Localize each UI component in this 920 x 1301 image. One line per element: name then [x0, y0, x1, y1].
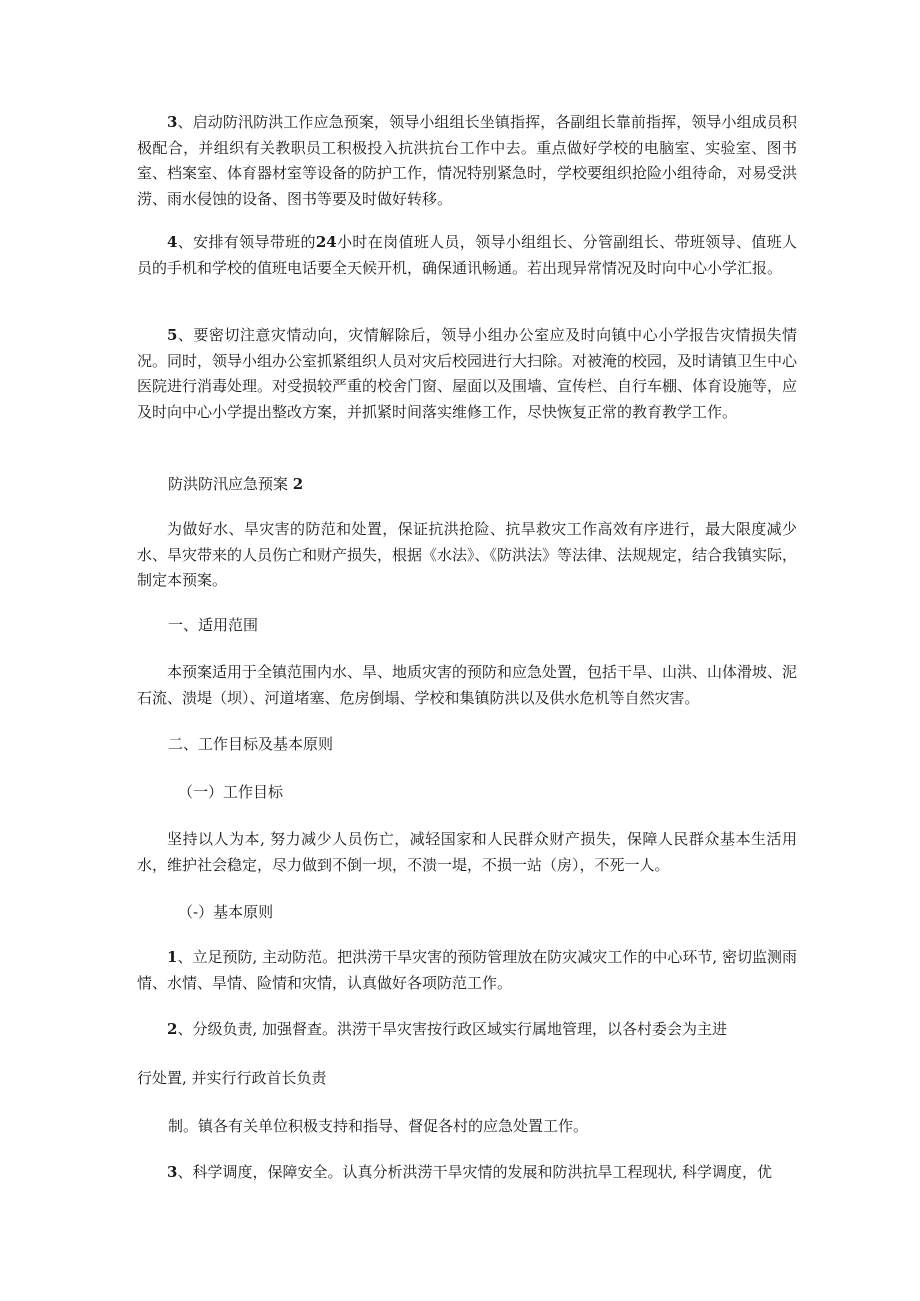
paragraph-text: 、要密切注意灾情动向，灾情解除后，领导小组办公室应及时向镇中心小学报告灾情损失情况。同时，领导小组办公室抓紧组织人员对灾后校园进行大扫除。对被淹的校园，及时请镇卫生中心医院进行消毒处理。对受损较严重的校舍门窗、屋面以及围墙、宣传栏、自行车棚、体育设施等，应及时向中心小学提出整改方案，并抓紧时间落实维修工作，尽快恢复正常的教育教学工作。: [137, 326, 798, 421]
bold-number: 24: [315, 233, 337, 251]
paragraph-text: 、启动防汛防洪工作应急预案，领导小组组长坐镇指挥，各副组长靠前指挥，领导小组成员积极配合，并组织有关教职员工积极投入抗洪抗台工作中去。重点做好学校的电脑室、实验室、图书室、档案室、体育器材室等设备的防护工作，情况特别紧急时，学校要组织抢险小组待命，对易受洪涝、雨水侵蚀的设备、图书等要及时做好转移。: [137, 113, 798, 208]
item-number: 4: [167, 233, 178, 251]
paragraph-text: 、立足预防, 主动防范。把洪涝干旱灾害的预防管理放在防灾减灾工作的中心环节, 密切监测雨情、水情、旱情、险情和灾情，认真做好各项防范工作。: [137, 948, 797, 992]
paragraph-principle-1: [137, 945, 797, 996]
paragraph-text: 为做好水、旱灾害的防范和处置，保证抗洪抢险、抗旱救灾工作高效有序进行，最大限度减少水、旱灾带来的人员伤亡和财产损失，根据《水法》、《防洪法》等法律、法规规定，结合我镇实际，制定本预案。: [137, 520, 798, 589]
paragraph-scope: [137, 660, 797, 711]
heading-scope: 一、适用范围: [168, 616, 259, 634]
paragraph-text: 本预案适用于全镇范围内水、旱、地质灾害的预防和应急处置，包括干旱、山洪、山体滑坡、泥石流、溃堤（坝）、河道堵塞、危房倒塌、学校和集镇防洪以及供水危机等自然灾害。: [137, 663, 798, 707]
heading-work-goals: （一）工作目标: [178, 783, 284, 801]
paragraph-intro: [137, 517, 797, 594]
paragraph-text: 、安排有领导带班的: [177, 233, 316, 251]
item-number: 3: [167, 113, 178, 131]
paragraph-text: 小时在岗值班人员，领导小组组长、分管副组长、带班领导、值班人员的手机和学校的值班电话要全天候开机，确保通讯畅通。若出现异常情况及时向中心小学汇报。: [137, 233, 797, 277]
paragraph-text: 、科学调度，保障安全。认真分析洪涝干旱灾情的发展和防洪抗旱工程现状, 科学调度，优: [177, 1163, 772, 1181]
paragraph-text: 、分级负责, 加强督查。洪涝干旱灾害按行政区域实行属地管理，以各村委会为主进: [177, 1020, 727, 1038]
item-number: 1: [167, 948, 178, 966]
paragraph-text: 坚持以人为本, 努力减少人员伤亡，减轻国家和人民群众财产损失，保障人民群众基本生活用水，维护社会稳定，尽力做到不倒一坝，不溃一堤，不损一站（房），不死一人。: [137, 830, 797, 874]
item-number: 3: [167, 1163, 178, 1181]
section-title: [168, 472, 303, 498]
item-number: 5: [167, 326, 178, 344]
paragraph-goals: [137, 827, 797, 878]
heading-goals-principles: 二、工作目标及基本原则: [168, 735, 334, 753]
item-number: 2: [167, 1020, 178, 1038]
heading-basic-principles: （-）基本原则: [178, 903, 274, 921]
paragraph-principle-3: [137, 1160, 837, 1186]
paragraph-principle-2: [137, 1017, 837, 1043]
paragraph-continuation-2: 制。镇各有关单位积极支持和指导、督促各村的应急处置工作。: [168, 1117, 589, 1135]
paragraph-item-3: [137, 110, 797, 212]
section-title-text: 防洪防汛应急预案: [168, 475, 289, 493]
paragraph-continuation: 行处置, 并实行行政首长负责: [137, 1069, 327, 1087]
section-title-number: 2: [292, 475, 304, 493]
paragraph-item-5: [137, 323, 797, 425]
paragraph-item-4: [137, 230, 797, 281]
